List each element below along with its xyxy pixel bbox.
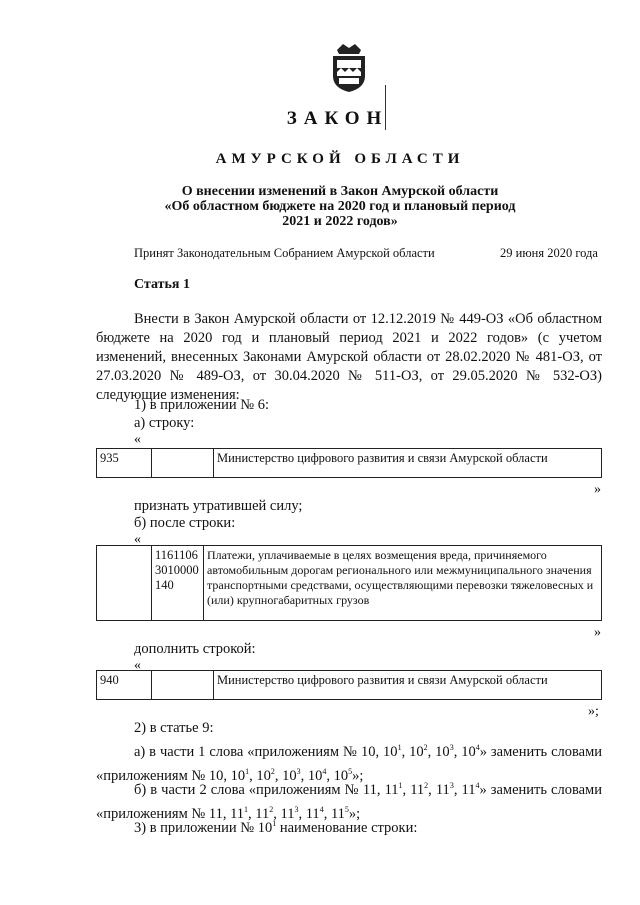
table-cell-code: 940 bbox=[97, 671, 152, 700]
item-1: 1) в приложении № 6: bbox=[134, 397, 269, 413]
item-2a: а) в части 1 слова «приложениям № 10, $10^1$, $10^2$, $10^3$, $10^4$» заменить словами «приложениям № 10, $10^1$, $10^2$, $10^3$, $10^4$, $10^5$»; bbox=[96, 743, 603, 784]
item-1a: а) строку: bbox=[134, 415, 195, 431]
coat-of-arms-icon bbox=[327, 40, 371, 94]
table-cell-code bbox=[97, 546, 152, 621]
adopted-by: Принят Законодательным Собранием Амурской области bbox=[134, 246, 435, 260]
item-3: 3) в приложении № $10^1$ наименование строки: bbox=[134, 819, 418, 836]
item-2b: б) в части 2 слова «приложениям № 11, $11^1$, $11^2$, $11^3$, $11^4$» заменить словами «приложениям № 11, $11^1$, $11^2$, $11^3$, $11^4$, $11^5$»; bbox=[96, 781, 602, 822]
document-region: АМУРСКОЙ ОБЛАСТИ bbox=[215, 151, 465, 167]
item-1b: б) после строки: bbox=[134, 515, 236, 531]
close-quote-semicolon: »; bbox=[588, 704, 599, 719]
open-quote: « bbox=[134, 532, 141, 547]
open-quote: « bbox=[134, 432, 141, 447]
table-row-2 bbox=[96, 545, 602, 621]
table-cell-mid bbox=[152, 449, 214, 478]
article-intro: Внести в Закон Амурской области от 12.12.2019 № 449-ОЗ «Об областном бюджете на 2020 год и плановый период 2021 и 2022 годов» (с учетом изменений, внесенных Законами Амурской области от 28.02.2020 № 481-ОЗ, от 27.03.2020 № 489-ОЗ, от 30.04.2020 № 511-ОЗ, от 29.05.2020 № 532-ОЗ) следующие изменения: bbox=[96, 311, 602, 403]
article-title: Статья 1 bbox=[134, 277, 190, 292]
adopted-date: 29 июня 2020 года bbox=[500, 246, 598, 260]
subtitle-line-1: О внесении изменений в Закон Амурской области bbox=[181, 184, 499, 199]
item-2: 2) в статье 9: bbox=[134, 720, 214, 736]
subtitle-line-2: «Об областном бюджете на 2020 год и плановый период bbox=[164, 199, 516, 214]
invalid-text: признать утратившей силу; bbox=[134, 498, 303, 514]
close-quote: » bbox=[594, 482, 601, 497]
open-quote: « bbox=[134, 658, 141, 673]
document-title: ЗАКОН bbox=[286, 108, 389, 129]
table-cell-code: 935 bbox=[97, 449, 152, 478]
table-cell-name: Платежи, уплачиваемые в целях возмещения вреда, причиняемого автомобильным дорогам регионального или межмуниципального значения транспортными средствами, осуществляющими перевозки тяжеловесных и (или) крупногабаритных грузов bbox=[204, 546, 602, 621]
table-cell-mid: 1161106 3010000 140 bbox=[152, 546, 204, 621]
subtitle-line-3: 2021 и 2022 годов» bbox=[282, 214, 398, 229]
supplement-text: дополнить строкой: bbox=[134, 641, 256, 657]
close-quote: » bbox=[594, 625, 601, 640]
table-row-3 bbox=[96, 670, 602, 700]
table-cell-name: Министерство цифрового развития и связи Амурской области bbox=[214, 671, 602, 700]
table-row-1 bbox=[96, 448, 602, 478]
table-cell-mid bbox=[152, 671, 214, 700]
table-cell-name: Министерство цифрового развития и связи Амурской области bbox=[214, 449, 602, 478]
